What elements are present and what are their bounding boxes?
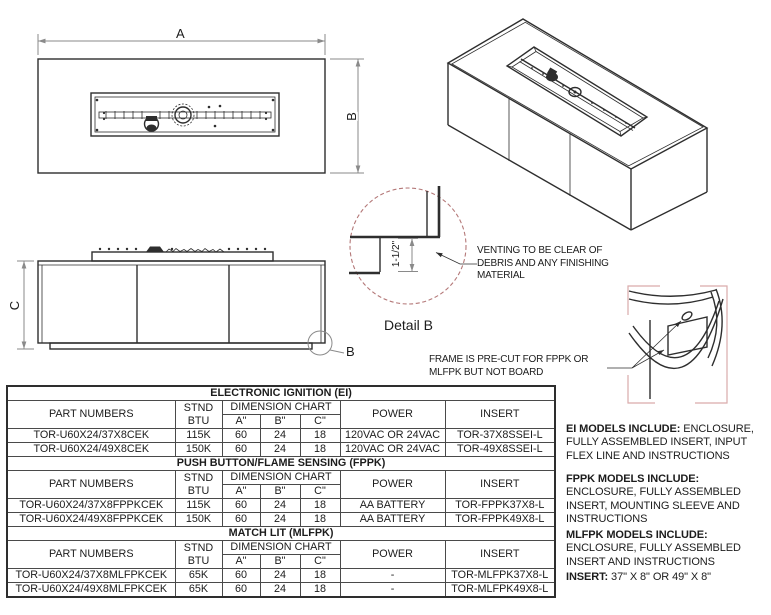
dim-c-cell: 18 — [300, 583, 340, 598]
btu-label: BTU — [187, 554, 210, 567]
part-number-cell: TOR-U60X24/37X8MLFPKCEK — [7, 569, 175, 583]
part-number-cell: TOR-U60X24/37X8FPPKCEK — [7, 499, 175, 513]
col-header-part-numbers: PART NUMBERS — [7, 471, 175, 499]
dim-b-cell: 24 — [260, 429, 300, 443]
btu-label: BTU — [187, 484, 210, 497]
col-header-insert: INSERT — [445, 401, 555, 429]
insert-size-note-text: 37" X 8" OR 49" X 8" — [608, 571, 711, 583]
header-row — [7, 471, 555, 485]
mlfpk-models-note-text: ENCLOSURE, FULLY ASSEMBLED INSERT AND INSTRUCTIONS — [566, 542, 741, 568]
dim-c-cell: 18 — [300, 513, 340, 527]
mlfpk-models-note — [566, 529, 766, 569]
col-header-dim-a: A" — [222, 485, 260, 499]
detail-callout-label: B — [346, 344, 355, 359]
btu-cell: 65K — [175, 583, 222, 598]
col-header-stnd-btu — [175, 541, 222, 569]
insert-cell: TOR-FPPK37X8-L — [445, 499, 555, 513]
power-cell: 120VAC OR 24VAC — [340, 429, 445, 443]
col-header-dim-c: C" — [300, 415, 340, 429]
insert-size-note — [566, 571, 766, 584]
col-header-power: POWER — [340, 401, 445, 429]
table-row — [7, 513, 555, 527]
insert-cell: TOR-37X8SSEI-L — [445, 429, 555, 443]
detail-boundary-circle — [350, 188, 466, 304]
dim-a-cell: 60 — [222, 443, 260, 457]
mlfpk-models-note-label: MLFPK MODELS INCLUDE: — [566, 529, 708, 541]
header-row — [7, 401, 555, 415]
igniter-cover — [146, 247, 164, 253]
btu-cell: 115K — [175, 499, 222, 513]
col-header-power: POWER — [340, 471, 445, 499]
part-number-cell: TOR-U60X24/37X8CEK — [7, 429, 175, 443]
dim-c-cell: 18 — [300, 443, 340, 457]
section-title: ELECTRONIC IGNITION (EI) — [7, 386, 555, 401]
col-header-dim-a: A" — [222, 415, 260, 429]
stnd-label: STND — [183, 541, 214, 554]
section-title: MATCH LIT (MLFPK) — [7, 527, 555, 541]
burner-tray-front — [92, 247, 273, 262]
insert-cell: TOR-MLFPK49X8-L — [445, 583, 555, 598]
part-number-cell: TOR-U60X24/49X8FPPKCEK — [7, 513, 175, 527]
btu-label: BTU — [187, 414, 210, 427]
col-header-dim-c: C" — [300, 485, 340, 499]
power-cell: AA BATTERY — [340, 513, 445, 527]
dim-c-cell: 18 — [300, 429, 340, 443]
col-header-dimension-chart: DIMENSION CHART — [222, 471, 340, 485]
detail-b-view — [349, 186, 477, 304]
btu-cell: 150K — [175, 443, 222, 457]
table-row — [7, 429, 555, 443]
col-header-dimension-chart: DIMENSION CHART — [222, 541, 340, 555]
section-title-row — [7, 386, 555, 401]
section-title-row — [7, 527, 555, 541]
col-header-stnd-btu — [175, 401, 222, 429]
col-header-stnd-btu — [175, 471, 222, 499]
dim-b-cell: 24 — [260, 499, 300, 513]
detail-b-title: Detail B — [384, 317, 434, 333]
btu-cell: 150K — [175, 513, 222, 527]
fppk-models-note — [566, 473, 766, 527]
col-header-dim-b: B" — [260, 485, 300, 499]
table-row — [7, 569, 555, 583]
fppk-models-note-text: ENCLOSURE, FULLY ASSEMBLED INSERT, MOUNTING SLEEVE AND INSTRUCTIONS — [566, 486, 741, 526]
front-view — [17, 247, 344, 356]
insert-cell: TOR-FPPK49X8-L — [445, 513, 555, 527]
part-number-cell: TOR-U60X24/49X8CEK — [7, 443, 175, 457]
col-header-part-numbers: PART NUMBERS — [7, 401, 175, 429]
dim-b-cell: 24 — [260, 569, 300, 583]
dim-a-cell: 60 — [222, 513, 260, 527]
dim-a-cell: 60 — [222, 569, 260, 583]
col-header-dim-b: B" — [260, 415, 300, 429]
power-cell: - — [340, 583, 445, 598]
dim-c-label: C — [7, 300, 23, 311]
frame-precut-detail — [607, 286, 727, 403]
dim-a-cell: 60 — [222, 583, 260, 598]
spec-table — [6, 385, 556, 598]
col-header-dim-c: C" — [300, 555, 340, 569]
ei-models-note-label: EI MODELS INCLUDE: — [566, 423, 681, 435]
frame-precut-note: FRAME IS PRE-CUT FOR FPPK OR MLFPK BUT NOT BOARD — [429, 354, 589, 378]
col-header-dimension-chart: DIMENSION CHART — [222, 401, 340, 415]
plan-view — [38, 34, 364, 173]
dim-b-cell: 24 — [260, 513, 300, 527]
col-header-insert: INSERT — [445, 541, 555, 569]
vent-gap-dimension-label: 1-1/2" — [391, 240, 403, 268]
isometric-view — [448, 19, 707, 230]
fppk-models-note-label: FPPK MODELS INCLUDE: — [566, 473, 700, 485]
insert-cell: TOR-MLFPK37X8-L — [445, 569, 555, 583]
dim-b-label: B — [343, 112, 359, 121]
dim-b-cell: 24 — [260, 443, 300, 457]
btu-cell: 115K — [175, 429, 222, 443]
power-cell: 120VAC OR 24VAC — [340, 443, 445, 457]
table-row — [7, 443, 555, 457]
header-row — [7, 541, 555, 555]
dim-c-cell: 18 — [300, 569, 340, 583]
dim-a-cell: 60 — [222, 499, 260, 513]
ei-models-note — [566, 423, 766, 463]
part-number-cell: TOR-U60X24/49X8MLFPKCEK — [7, 583, 175, 598]
col-header-dim-a: A" — [222, 555, 260, 569]
ei-models-note-text: ENCLOSURE, FULLY ASSEMBLED INSERT, INPUT FLEX LINE AND INSTRUCTIONS — [566, 423, 754, 462]
section-title-row — [7, 457, 555, 471]
stnd-label: STND — [183, 401, 214, 414]
insert-size-note-label: INSERT: — [566, 571, 609, 583]
dim-b-cell: 24 — [260, 583, 300, 598]
btu-cell: 65K — [175, 569, 222, 583]
stnd-label: STND — [183, 471, 214, 484]
insert-cell: TOR-49X8SSEI-L — [445, 443, 555, 457]
burner-tray-isometric — [507, 47, 647, 136]
mounting-holes — [96, 99, 275, 132]
igniter — [145, 116, 159, 132]
power-cell: AA BATTERY — [340, 499, 445, 513]
power-cell: - — [340, 569, 445, 583]
dim-c-cell: 18 — [300, 499, 340, 513]
burner-insert-plan — [91, 93, 279, 136]
table-row — [7, 499, 555, 513]
dim-a-label: A — [176, 26, 185, 41]
gas-fitting — [172, 104, 194, 126]
dim-a-cell: 60 — [222, 429, 260, 443]
section-title: PUSH BUTTON/FLAME SENSING (FPPK) — [7, 457, 555, 471]
col-header-part-numbers: PART NUMBERS — [7, 541, 175, 569]
table-row — [7, 583, 555, 598]
col-header-power: POWER — [340, 541, 445, 569]
venting-note: VENTING TO BE CLEAR OF DEBRIS AND ANY FINISHING MATERIAL — [477, 245, 609, 281]
col-header-insert: INSERT — [445, 471, 555, 499]
col-header-dim-b: B" — [260, 555, 300, 569]
